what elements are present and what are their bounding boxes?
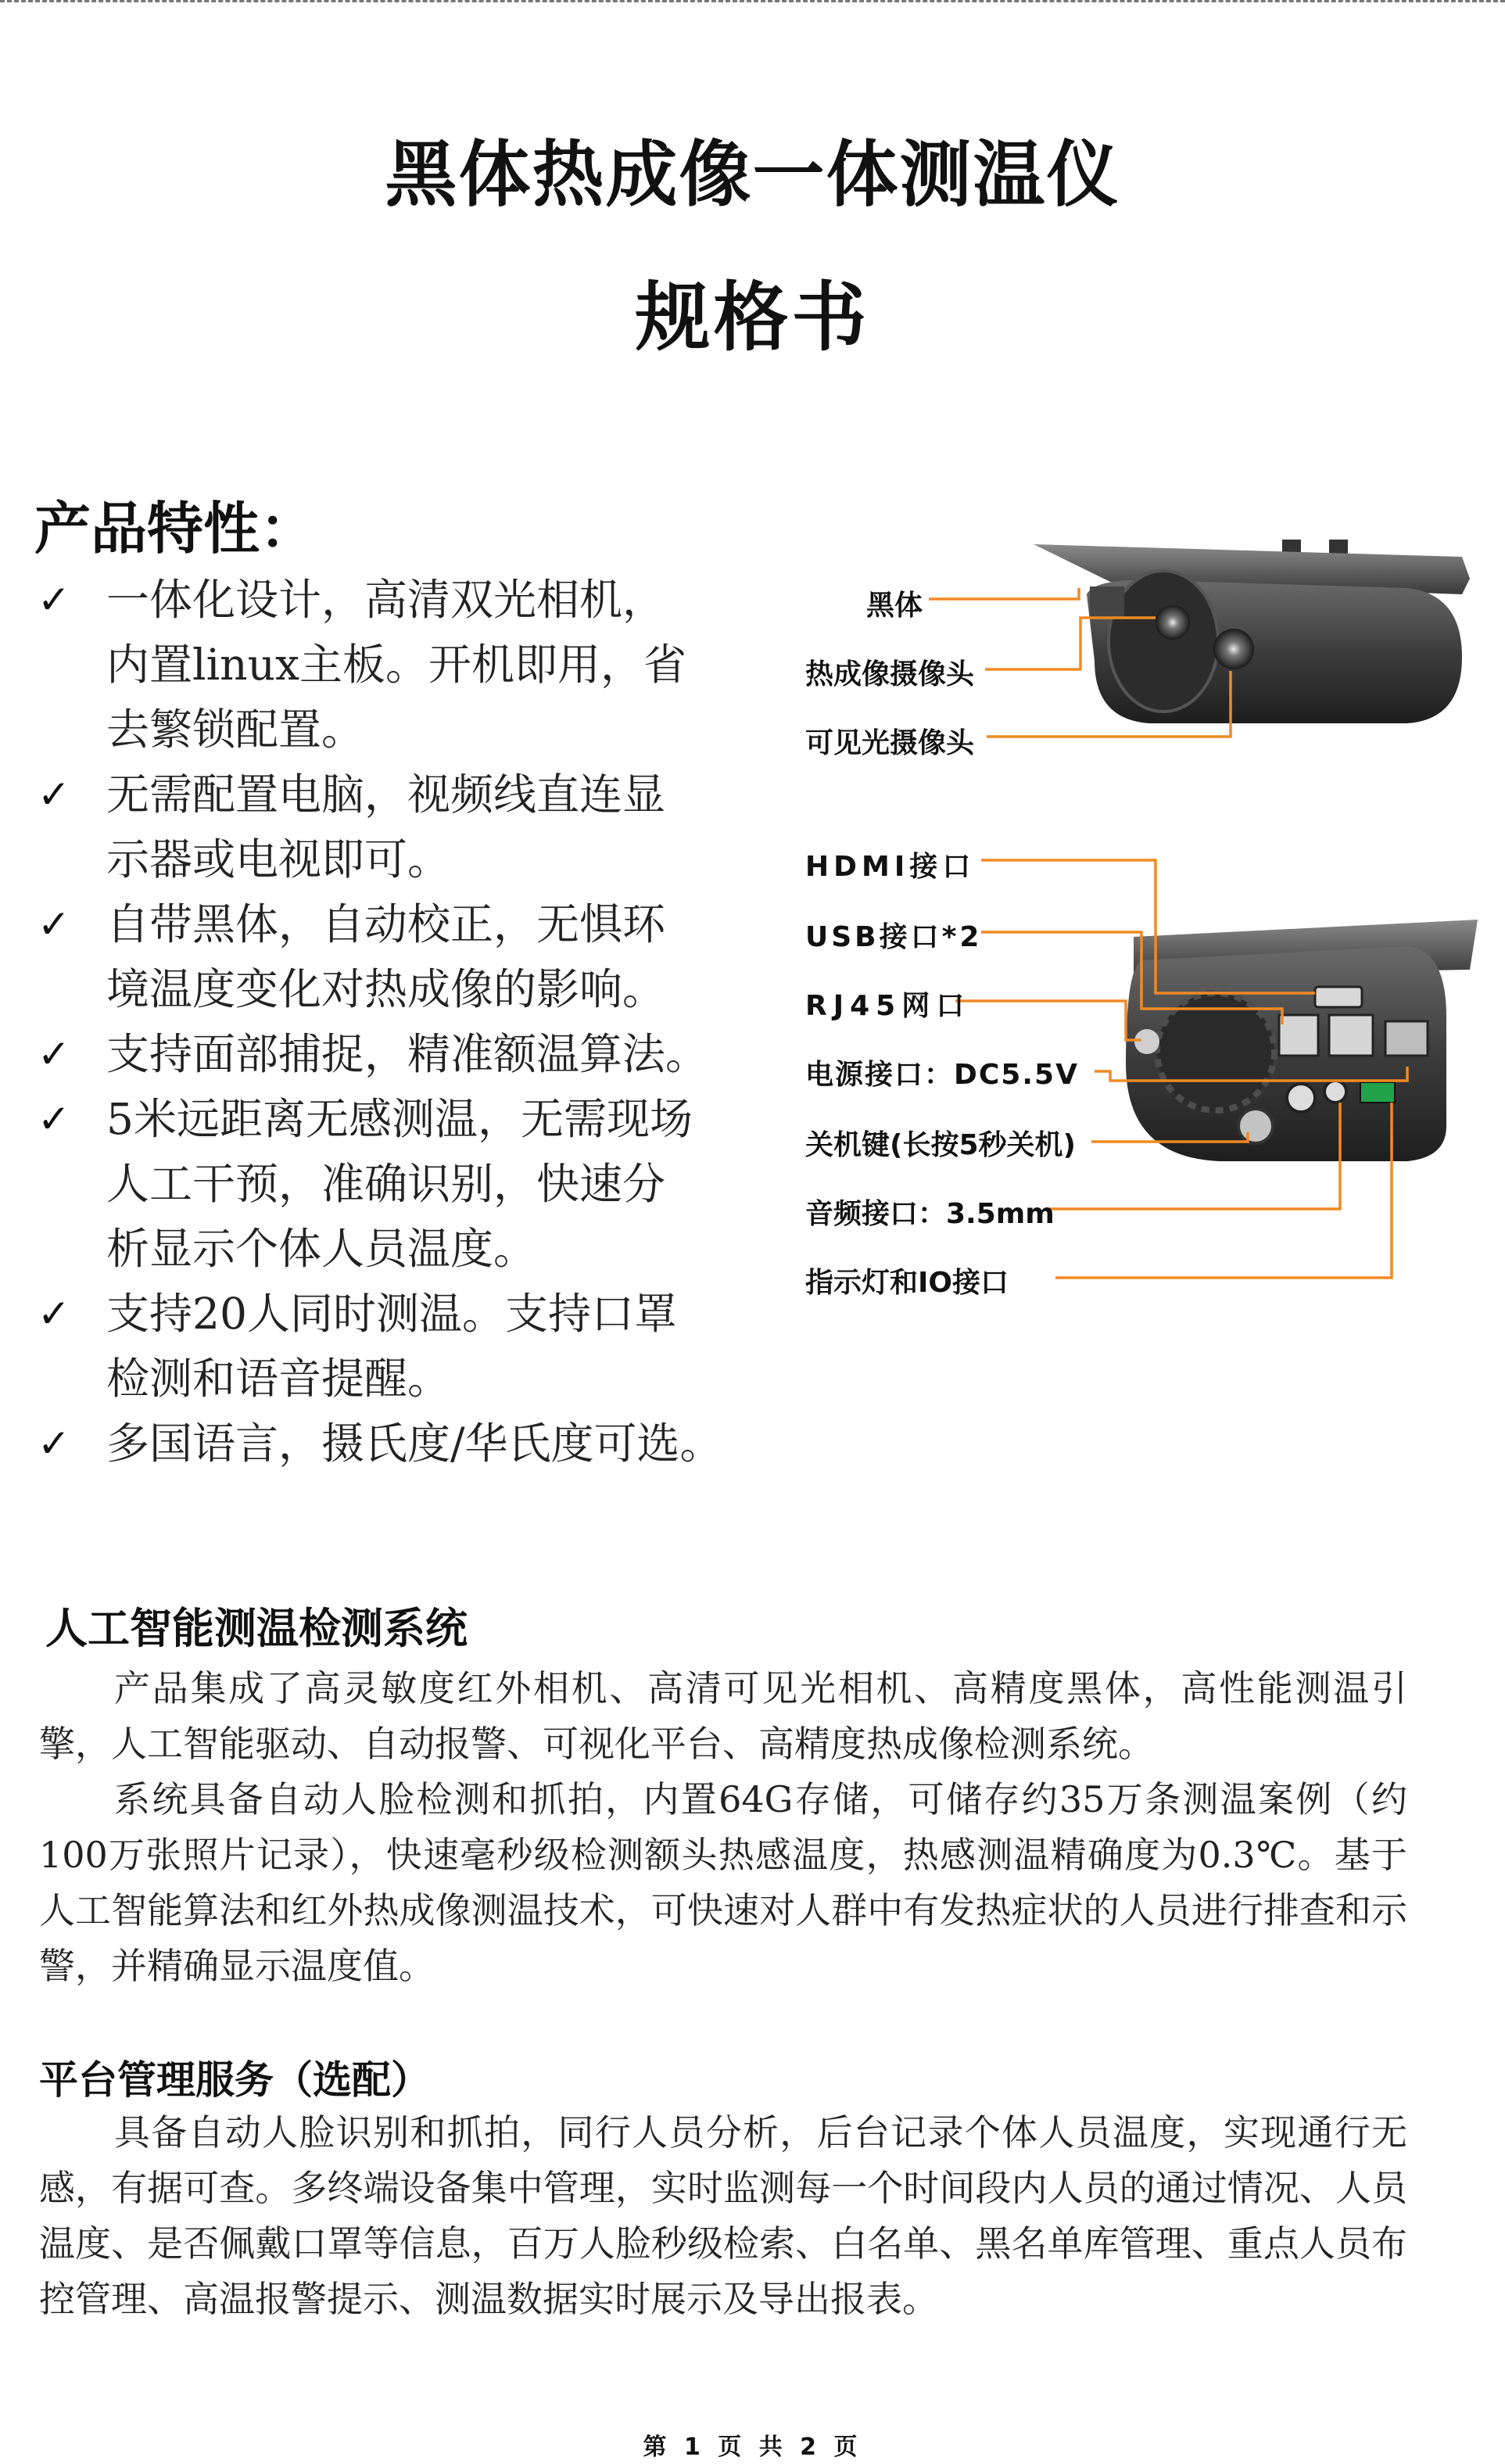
section-heading-ai-system: 人工智能测温检测系统 — [45, 1604, 468, 1653]
feature-item — [0, 568, 774, 762]
feature-item — [0, 1282, 774, 1411]
top-dashed-rule — [0, 0, 1505, 2]
camera-front-view — [1034, 540, 1470, 723]
feature-item — [0, 762, 774, 892]
label-blackbody: 黑体 — [866, 590, 923, 622]
feature-line: 5米远距离无感测温，无需现场 — [106, 1094, 693, 1144]
features-heading: 产品特性： — [34, 496, 317, 561]
section-paragraph: 系统具备自动人脸检测和抓拍，内置64G存储，可储存约35万条测温案例（约100万张照片记录），快速毫秒级检测额头热感温度，热感测温精确度为0.3℃。基于人工智能算法和红外热成像测温技术，可快速对人群中有发热症状的人员进行排查和示警，并精确显示温度值。 — [39, 1778, 1407, 1987]
camera-rear-view — [1126, 920, 1478, 1161]
feature-line: 多国语言，摄氏度/华氏度可选。 — [106, 1419, 723, 1469]
section-paragraph: 产品集成了高灵敏度红外相机、高清可见光相机、高精度黑体，高性能测温引擎，人工智能驱动、自动报警、可视化平台、高精度热成像检测系统。 — [39, 1667, 1407, 1765]
feature-line: 去繁锁配置。 — [106, 705, 365, 755]
checkmark-icon: ✓ — [38, 772, 70, 817]
feature-line: 支持面部捕捉，精准额温算法。 — [106, 1029, 709, 1079]
checkmark-icon: ✓ — [38, 1421, 70, 1466]
feature-list — [0, 568, 774, 1476]
feature-item — [0, 892, 774, 1022]
feature-item — [0, 1022, 774, 1087]
label-rj45: RJ45网口 — [805, 990, 971, 1022]
feature-line: 检测和语音提醒。 — [106, 1354, 451, 1404]
label-indicator-io: 指示灯和IO接口 — [805, 1267, 1009, 1299]
checkmark-icon: ✓ — [38, 577, 70, 622]
label-power-key: 关机键(长按5秒关机) — [805, 1129, 1076, 1161]
feature-line: 内置linux主板。开机即用，省 — [106, 640, 687, 690]
label-hdmi: HDMI接口 — [805, 851, 976, 883]
feature-line: 示器或电视即可。 — [106, 834, 451, 884]
document-title: 黑体热成像一体测温仪 — [385, 133, 1120, 217]
feature-item — [0, 1087, 774, 1282]
feature-line: 自带黑体，自动校正，无惧环 — [106, 899, 666, 949]
label-thermal-camera: 热成像摄像头 — [805, 658, 975, 690]
checkmark-icon: ✓ — [38, 1096, 70, 1142]
label-usb: USB接口*2 — [805, 921, 983, 953]
checkmark-icon: ✓ — [38, 1291, 70, 1336]
feature-line: 境温度变化对热成像的影响。 — [106, 964, 666, 1014]
section-heading-platform: 平台管理服务（选配） — [39, 2057, 430, 2103]
feature-line: 一体化设计，高清双光相机， — [106, 575, 666, 625]
label-power: 电源接口：DC5.5V — [805, 1059, 1079, 1091]
feature-line: 无需配置电脑，视频线直连显 — [106, 769, 666, 820]
section-paragraph: 具备自动人脸识别和抓拍，同行人员分析，后台记录个体人员温度，实现通行无感，有据可查。多终端设备集中管理，实时监测每一个时间段内人员的通过情况、人员温度、是否佩戴口罩等信息，百万人脸秒级检索、白名单、黑名单库管理、重点人员布控管理、高温报警提示、测温数据实时展示及导出报表。 — [39, 2111, 1407, 2320]
page-footer: 第 1 页 共 2 页 — [643, 2434, 862, 2461]
label-visible-camera: 可见光摄像头 — [805, 727, 975, 759]
feature-line: 支持20人同时测温。支持口罩 — [106, 1289, 677, 1339]
feature-item — [0, 1411, 774, 1476]
label-audio: 音频接口：3.5mm — [805, 1198, 1055, 1230]
document-subtitle: 规格书 — [635, 274, 870, 361]
checkmark-icon: ✓ — [38, 902, 70, 947]
checkmark-icon: ✓ — [38, 1031, 70, 1077]
feature-line: 人工干预，准确识别，快速分 — [106, 1159, 666, 1209]
feature-line: 析显示个体人员温度。 — [106, 1224, 537, 1274]
callout-lines — [929, 588, 1407, 1278]
